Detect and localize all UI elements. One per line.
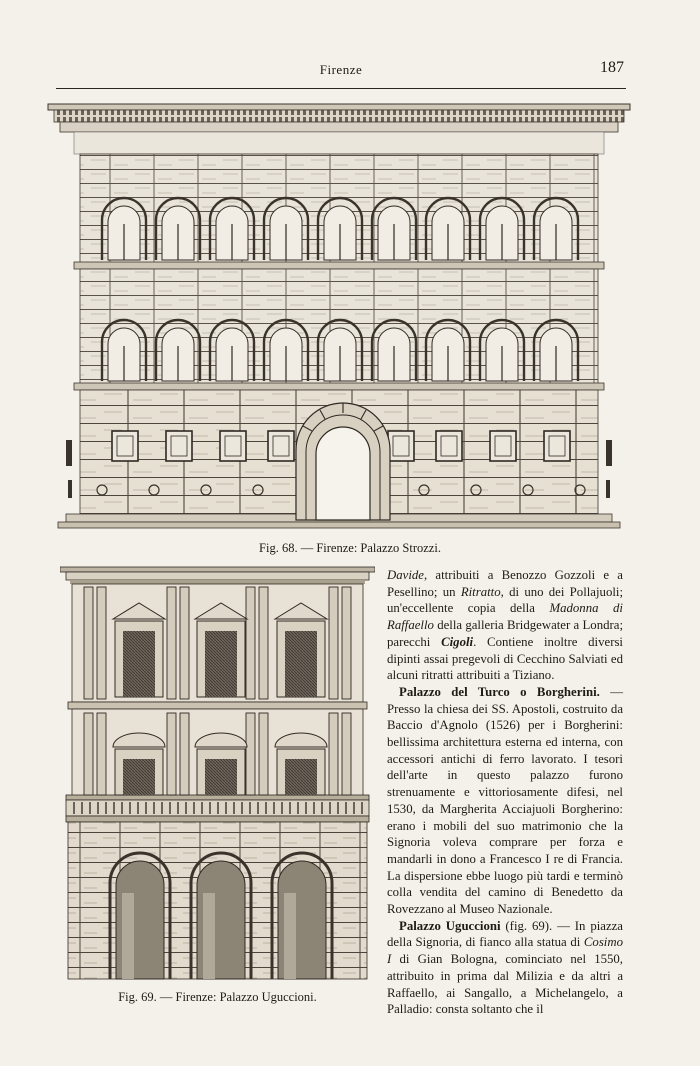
text-run: Davide: [387, 568, 424, 582]
figure-palazzo-strozzi: [44, 100, 634, 536]
section-heading: Palazzo del Turco o Borgherini.: [399, 684, 600, 699]
text-run: Cosimo I: [387, 935, 623, 967]
text-run: — Presso la chiesa dei SS. Apostoli, costruito da Baccio d'Agnolo (1526) per i Borgherini: bellissima architettura esterna ed interna, con accessori antichi di ferro lavorato. I tesori dell'arte in questo palazzo furono strenuamente e vittoriosamente difesi, nel 1530, da Margherita Acciajuoli Borgherino: erano i mobili del suo matrimonio che la Signoria voleva comprare per forza e mandarli in dono a Francesco I re di Francia. La dispersione ebbe luogo più tardi e terminò colla vendita del camino di Benedetto da Rovezzano al Museo Nazionale.: [387, 684, 623, 917]
figure-palazzo-uguccioni: [60, 563, 375, 983]
text-run: Cigoli: [441, 634, 474, 649]
section-heading: Palazzo Uguccioni: [399, 918, 501, 933]
running-title: Firenze: [319, 62, 363, 77]
text-run: Ritratto: [460, 584, 501, 599]
figure-68-caption: Fig. 68. — Firenze: Palazzo Strozzi.: [259, 541, 441, 555]
header-rule: [56, 88, 626, 89]
page-number: 187: [600, 59, 624, 76]
page-header: [56, 59, 626, 84]
text-run: (fig. 69). — In piazza della Signoria, di fianco alla statua di: [387, 918, 623, 950]
text-run: . Contiene inoltre diversi dipinti assai pregevoli di Cecchino Salviati ed alcuni ritratti attribuiti a Tiziano.: [387, 634, 623, 683]
text-run: Madonna di Raffaello: [387, 601, 623, 633]
body-text-column: [387, 567, 623, 1018]
text-run: di Gian Bologna, cominciato nel 1550, attribuito in prima dal Milizia e da altri a Raffaello, ai Sangallo, a Michelangelo, a Palladio: consta soltanto che il: [387, 952, 623, 1017]
text-run: , attribuiti a Benozzo Gozzoli e a Pesellino; un: [387, 568, 623, 599]
text-run: , di uno dei Pollajuoli; un'eccellente copia della: [387, 584, 624, 616]
paragraph-palazzo-uguccioni: [387, 918, 623, 1018]
figure-69-caption: Fig. 69. — Firenze: Palazzo Uguccioni.: [118, 990, 317, 1004]
text-run: della galleria Bridgewater a Londra; parecchi: [387, 618, 623, 649]
paragraph-pollajuoli: [387, 567, 623, 684]
paragraph-palazzo-del-turco: [387, 684, 623, 918]
